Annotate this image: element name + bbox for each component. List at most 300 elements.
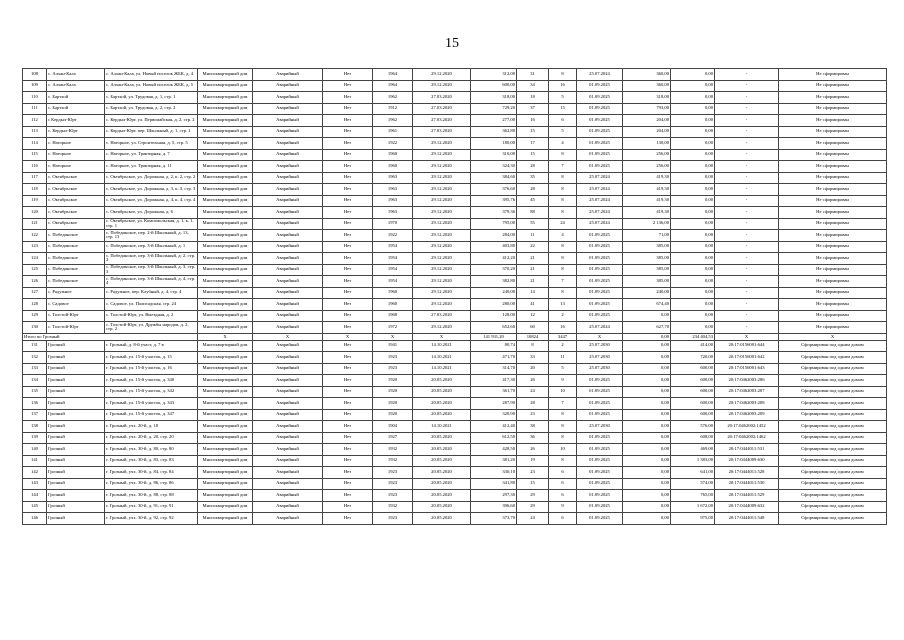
locality-cell: с. Радужное [47, 287, 105, 299]
area-cell: 403,80 [471, 241, 517, 253]
locality-cell: с. Октябрьское [47, 184, 105, 196]
area-cell: 297,30 [471, 490, 517, 502]
table-row [23, 80, 887, 92]
area-resettled-cell: 600,00 [671, 363, 715, 375]
residents-cell: 45 [517, 195, 549, 207]
total-cell: X [715, 333, 779, 340]
area-resettled-cell: 469,00 [671, 444, 715, 456]
table-row [23, 69, 887, 81]
area-resettled-cell: 0,00 [671, 299, 715, 311]
cadastral-number-cell: - [715, 69, 779, 81]
residents-cell: 38 [517, 421, 549, 433]
area-cell: 310,00 [471, 149, 517, 161]
included-flag-cell: Нет [323, 264, 373, 276]
land-plot-status-cell: Не сформирован [779, 161, 887, 173]
included-flag-cell: Нет [323, 352, 373, 364]
building-type-cell: Многоквартирный дом [198, 115, 253, 127]
condition-cell: Аварийный [253, 299, 323, 311]
cadastral-number-cell: - [715, 184, 779, 196]
area-to-resettle-cell: 0,00 [623, 467, 671, 479]
building-type-cell: Многоквартирный дом [198, 467, 253, 479]
land-plot-status-cell: Сформирован под одним домом [779, 375, 887, 387]
resettlement-date-cell: 25.07.2024 [577, 218, 623, 230]
row-number-cell: 111 [23, 103, 47, 115]
area-cell: 318,00 [471, 92, 517, 104]
table-row [23, 299, 887, 311]
build-year-cell: 1960 [373, 149, 413, 161]
building-type-cell: Многоквартирный дом [198, 432, 253, 444]
resettlement-date-cell: 25.07.2024 [577, 207, 623, 219]
land-plot-status-cell: Сформирован под одним домом [779, 490, 887, 502]
build-year-cell: 1932 [373, 501, 413, 513]
residents-cell: 15 [517, 478, 549, 490]
locality-cell: Грозный [47, 352, 105, 364]
area-cell: 612,50 [471, 432, 517, 444]
area-to-resettle-cell: 256,00 [623, 149, 671, 161]
area-cell: 320,90 [471, 409, 517, 421]
area-to-resettle-cell: 0,00 [623, 501, 671, 513]
resettlement-date-cell: 01.09.2025 [577, 276, 623, 288]
apartments-cell: 6 [549, 478, 577, 490]
area-to-resettle-cell: 419,30 [623, 184, 671, 196]
locality-cell: с. Побединское [47, 230, 105, 242]
total-cell: X [779, 333, 887, 340]
cadastral-number-cell: - [715, 126, 779, 138]
included-flag-cell: Нет [323, 149, 373, 161]
locality-cell: Грозный [47, 478, 105, 490]
included-flag-cell: Нет [323, 184, 373, 196]
area-cell: 471,70 [471, 352, 517, 364]
land-plot-status-cell: Сформирован под одним домом [779, 352, 887, 364]
area-resettled-cell: 600,00 [671, 409, 715, 421]
table-row [23, 363, 887, 375]
area-cell: 314,70 [471, 363, 517, 375]
apartments-cell: 6 [549, 115, 577, 127]
residents-cell: 15 [517, 126, 549, 138]
resettlement-date-cell: 25.07.2030 [577, 352, 623, 364]
area-to-resettle-cell: 0,00 [623, 455, 671, 467]
resettlement-date-cell: 01.09.2025 [577, 92, 623, 104]
area-to-resettle-cell: 360,00 [623, 69, 671, 81]
cadastral-number-cell: 20:17:0444011:530 [715, 478, 779, 490]
land-plot-status-cell: Сформирован под одним домом [779, 409, 887, 421]
apartments-cell: 16 [549, 80, 577, 92]
locality-cell: с. Садовое [47, 299, 105, 311]
table-row [23, 149, 887, 161]
row-number-cell: 134 [23, 375, 47, 387]
locality-cell: с. Наторное [47, 149, 105, 161]
land-plot-status-cell: Не сформирован [779, 241, 887, 253]
address-cell: с. Наторное, ул. Трактирная, д. 11 [105, 161, 198, 173]
row-number-cell: 131 [23, 340, 47, 352]
area-cell: 341,80 [471, 478, 517, 490]
decision-date-cell: 20.05.2020 [413, 386, 471, 398]
area-cell: 417,30 [471, 375, 517, 387]
table-row [23, 253, 887, 265]
condition-cell: Аварийный [253, 409, 323, 421]
build-year-cell: 1927 [373, 432, 413, 444]
row-number-cell: 138 [23, 421, 47, 433]
area-cell: 395,76 [471, 195, 517, 207]
building-type-cell: Многоквартирный дом [198, 375, 253, 387]
decision-date-cell: 29.12.2020 [413, 287, 471, 299]
area-resettled-cell: 0,00 [671, 161, 715, 173]
apartments-cell: 8 [549, 421, 577, 433]
area-cell: 379,36 [471, 207, 517, 219]
locality-cell: Грозный [47, 363, 105, 375]
locality-cell: Грозный [47, 467, 105, 479]
table-row [23, 115, 887, 127]
area-to-resettle-cell: 0,00 [623, 340, 671, 352]
decision-date-cell: 29.12.2020 [413, 138, 471, 150]
table-row [23, 340, 887, 352]
area-resettled-cell: 0,00 [671, 149, 715, 161]
residents-cell: 23 [517, 409, 549, 421]
address-cell: г. Грозный, учх. 30-й, д. 91, стр. 91 [105, 501, 198, 513]
apartments-cell: 24 [549, 218, 577, 230]
address-cell: с. Алхан-Кала, ул. Новый поселок ЖБК, д. 5 [105, 80, 198, 92]
apartments-cell: 8 [549, 69, 577, 81]
row-number-cell: 114 [23, 138, 47, 150]
area-resettled-cell: 576,00 [671, 421, 715, 433]
apartments-cell: 8 [549, 287, 577, 299]
residents-cell: 26 [517, 375, 549, 387]
decision-date-cell: 29.12.2020 [413, 299, 471, 311]
included-flag-cell: Нет [323, 501, 373, 513]
building-type-cell: Многоквартирный дом [198, 299, 253, 311]
decision-date-cell: 20.05.2020 [413, 398, 471, 410]
residents-cell: 24 [517, 386, 549, 398]
building-type-cell: Многоквартирный дом [198, 287, 253, 299]
area-to-resettle-cell: 71,00 [623, 230, 671, 242]
condition-cell: Аварийный [253, 287, 323, 299]
included-flag-cell: Нет [323, 409, 373, 421]
row-number-cell: 117 [23, 172, 47, 184]
land-plot-status-cell: Не сформирован [779, 184, 887, 196]
decision-date-cell: 29.12.2020 [413, 207, 471, 219]
locality-cell: с. Побединское [47, 241, 105, 253]
building-type-cell: Многоквартирный дом [198, 421, 253, 433]
table-row [23, 478, 887, 490]
locality-cell: Грозный [47, 444, 105, 456]
building-type-cell: Многоквартирный дом [198, 172, 253, 184]
residents-cell: 15 [517, 149, 549, 161]
address-cell: г. Грозный, учх. 20-й, д. 20, стр. 20 [105, 432, 198, 444]
building-type-cell: Многоквартирный дом [198, 398, 253, 410]
decision-date-cell: 27.03.2020 [413, 115, 471, 127]
address-cell: с. Побединское, пер. 3-й Школьный, д. 1 [105, 241, 198, 253]
total-cell: X [413, 333, 471, 340]
resettlement-date-cell: 01.09.2025 [577, 230, 623, 242]
locality-cell: Грозный [47, 490, 105, 502]
area-cell: 287,90 [471, 398, 517, 410]
address-cell: с. Октябрьское, ул. Дорожная, д. 2, к. 2, стр. 2 [105, 172, 198, 184]
decision-date-cell: 14.10.2021 [413, 421, 471, 433]
decision-date-cell: 29.12.2020 [413, 218, 471, 230]
condition-cell: Аварийный [253, 230, 323, 242]
area-cell: 373,70 [471, 513, 517, 525]
table-row [23, 398, 887, 410]
build-year-cell: 1960 [373, 287, 413, 299]
condition-cell: Аварийный [253, 421, 323, 433]
table-row [23, 352, 887, 364]
address-cell: с. Толстой-Юрт, ул. Выездная, д. 2 [105, 310, 198, 322]
table-row [23, 432, 887, 444]
build-year-cell: 1954 [373, 276, 413, 288]
condition-cell: Аварийный [253, 467, 323, 479]
area-to-resettle-cell: 385,00 [623, 253, 671, 265]
locality-cell: с Кердыл-Юрт [47, 115, 105, 127]
cadastral-number-cell: 20:17:0462002:1462 [715, 432, 779, 444]
address-cell: с. Садовое, ул. Палисадская, стр. 24 [105, 299, 198, 311]
table-row [23, 501, 887, 513]
resettlement-date-cell: 01.09.2025 [577, 115, 623, 127]
decision-date-cell: 29.12.2020 [413, 80, 471, 92]
locality-cell: с. Наторное [47, 161, 105, 173]
resettlement-date-cell: 01.09.2025 [577, 375, 623, 387]
cadastral-number-cell: - [715, 299, 779, 311]
building-type-cell: Многоквартирный дом [198, 501, 253, 513]
residents-cell: 31 [517, 69, 549, 81]
area-resettled-cell: 0,00 [671, 115, 715, 127]
building-type-cell: Многоквартирный дом [198, 126, 253, 138]
included-flag-cell: Нет [323, 207, 373, 219]
decision-date-cell: 27.03.2020 [413, 92, 471, 104]
locality-cell: Грозный [47, 398, 105, 410]
resettlement-date-cell: 01.09.2025 [577, 478, 623, 490]
area-cell: 330,10 [471, 467, 517, 479]
area-cell: 128,00 [471, 310, 517, 322]
cadastral-number-cell: 20:17:0444009:630 [715, 455, 779, 467]
decision-date-cell: 20.05.2020 [413, 375, 471, 387]
area-resettled-cell: 0,00 [671, 218, 715, 230]
decision-date-cell: 14.10.2021 [413, 352, 471, 364]
area-to-resettle-cell: 318,00 [623, 92, 671, 104]
apartments-cell: 16 [549, 322, 577, 334]
table-row [23, 444, 887, 456]
land-plot-status-cell: Сформирован под одним домом [779, 478, 887, 490]
cadastral-number-cell: - [715, 322, 779, 334]
apartments-cell: 8 [549, 409, 577, 421]
condition-cell: Аварийный [253, 478, 323, 490]
land-plot-status-cell: Не сформирован [779, 138, 887, 150]
land-plot-status-cell: Сформирован под одним домом [779, 386, 887, 398]
cadastral-number-cell: 20:17:0462003:208 [715, 398, 779, 410]
condition-cell: Аварийный [253, 375, 323, 387]
area-resettled-cell: 0,00 [671, 126, 715, 138]
apartments-cell: 8 [549, 264, 577, 276]
condition-cell: Аварийный [253, 241, 323, 253]
row-number-cell: 112 [23, 115, 47, 127]
row-number-cell: 120 [23, 207, 47, 219]
cadastral-number-cell: 20:17:0156001:642 [715, 352, 779, 364]
land-plot-status-cell: Сформирован под одним домом [779, 398, 887, 410]
apartments-cell: 13 [549, 299, 577, 311]
locality-cell: с. Алхан-Кала [47, 69, 105, 81]
area-to-resettle-cell: 0,00 [623, 310, 671, 322]
apartments-cell: 9 [549, 375, 577, 387]
area-resettled-cell: 0,00 [671, 322, 715, 334]
total-cell: X [253, 333, 323, 340]
building-type-cell: Многоквартирный дом [198, 230, 253, 242]
condition-cell: Аварийный [253, 264, 323, 276]
building-type-cell: Многоквартирный дом [198, 253, 253, 265]
address-cell: с. Побединское, пер. 3-й Школьный, д. 4, стр. 4 [105, 276, 198, 288]
address-cell: г. Грозный, учх. 30-й, д. 92, стр. 92 [105, 513, 198, 525]
residents-cell: 55 [517, 218, 549, 230]
address-cell: с. Кердыл-Юрт, пер. Школьный, д. 1, стр. 1 [105, 126, 198, 138]
locality-cell: Грозный [47, 455, 105, 467]
cadastral-number-cell: 20:17:0444011:531 [715, 444, 779, 456]
address-cell: с. Наторное, ул. Строительная, д. 5, стр. 5 [105, 138, 198, 150]
cadastral-number-cell: 20:17:0444009:632 [715, 501, 779, 513]
residents-cell: 22 [517, 241, 549, 253]
resettlement-date-cell: 01.09.2025 [577, 409, 623, 421]
cadastral-number-cell: - [715, 149, 779, 161]
decision-date-cell: 29.12.2020 [413, 149, 471, 161]
building-type-cell: Многоквартирный дом [198, 310, 253, 322]
resettlement-date-cell: 25.07.2030 [577, 363, 623, 375]
build-year-cell: 1960 [373, 161, 413, 173]
included-flag-cell: Нет [323, 92, 373, 104]
building-type-cell: Многоквартирный дом [198, 340, 253, 352]
area-resettled-cell: 975,00 [671, 513, 715, 525]
address-cell: с. Толстой-Юрт, ул. Дружбы народов, д. 2, стр. 2 [105, 322, 198, 334]
area-cell: 412,40 [471, 421, 517, 433]
land-plot-status-cell: Не сформирован [779, 80, 887, 92]
area-resettled-cell: 574,00 [671, 478, 715, 490]
cadastral-number-cell: 20:17:0156001:644 [715, 340, 779, 352]
residents-cell: 36 [517, 432, 549, 444]
area-cell: 312,00 [471, 69, 517, 81]
locality-cell: с. Октябрьское [47, 195, 105, 207]
apartments-cell: 7 [549, 398, 577, 410]
row-number-cell: 135 [23, 386, 47, 398]
residents-cell: 34 [517, 80, 549, 92]
locality-cell: с. Октябрьское [47, 172, 105, 184]
included-flag-cell: Нет [323, 161, 373, 173]
land-plot-status-cell: Сформирован под одним домом [779, 501, 887, 513]
included-flag-cell: Нет [323, 310, 373, 322]
area-cell: 370,20 [471, 264, 517, 276]
included-flag-cell: Нет [323, 80, 373, 92]
address-cell: г. Грозный, ул. 15-й участок, д. 340 [105, 375, 198, 387]
cadastral-number-cell: 20:17:0156001:643 [715, 363, 779, 375]
build-year-cell: 1923 [373, 363, 413, 375]
locality-cell: Грозный [47, 409, 105, 421]
row-number-cell: 123 [23, 241, 47, 253]
decision-date-cell: 14.10.2021 [413, 340, 471, 352]
building-type-cell: Многоквартирный дом [198, 241, 253, 253]
area-resettled-cell: 0,00 [671, 230, 715, 242]
condition-cell: Аварийный [253, 161, 323, 173]
residents-cell: 23 [517, 467, 549, 479]
condition-cell: Аварийный [253, 340, 323, 352]
resettlement-date-cell: 01.09.2025 [577, 398, 623, 410]
locality-cell: с. Побединское [47, 264, 105, 276]
row-number-cell: 136 [23, 398, 47, 410]
apartments-cell: 7 [549, 161, 577, 173]
row-number-cell: 141 [23, 455, 47, 467]
condition-cell: Аварийный [253, 386, 323, 398]
decision-date-cell: 20.05.2020 [413, 467, 471, 479]
residents-cell: 28 [517, 184, 549, 196]
building-type-cell: Многоквартирный дом [198, 363, 253, 375]
land-plot-status-cell: Не сформирован [779, 126, 887, 138]
condition-cell: Аварийный [253, 501, 323, 513]
cadastral-number-cell: - [715, 230, 779, 242]
area-to-resettle-cell: 240,00 [623, 287, 671, 299]
build-year-cell: 1954 [373, 241, 413, 253]
building-type-cell: Многоквартирный дом [198, 276, 253, 288]
cadastral-number-cell: 20:17:0444011:529 [715, 490, 779, 502]
resettlement-date-cell: 01.09.2025 [577, 490, 623, 502]
included-flag-cell: Нет [323, 490, 373, 502]
land-plot-status-cell: Не сформирован [779, 69, 887, 81]
apartments-cell: 9 [549, 501, 577, 513]
decision-date-cell: 29.12.2020 [413, 195, 471, 207]
decision-date-cell: 20.05.2020 [413, 513, 471, 525]
address-cell: г. Грозный, учх. 20-й, д. 18 [105, 421, 198, 433]
locality-cell: с. Алхан-Кала [47, 80, 105, 92]
residents-cell: 28 [517, 161, 549, 173]
condition-cell: Аварийный [253, 218, 323, 230]
building-type-cell: Многоквартирный дом [198, 161, 253, 173]
apartments-cell: 8 [549, 149, 577, 161]
row-number-cell: 126 [23, 276, 47, 288]
area-to-resettle-cell: 0,00 [623, 478, 671, 490]
build-year-cell: 1923 [373, 478, 413, 490]
total-cell: X [373, 333, 413, 340]
apartments-cell: 2 [549, 340, 577, 352]
cadastral-number-cell: - [715, 115, 779, 127]
decision-date-cell: 29.12.2020 [413, 184, 471, 196]
address-cell: г. Грозный, ул. 15-й участок, д. 347 [105, 409, 198, 421]
row-number-cell: 110 [23, 92, 47, 104]
cadastral-number-cell: - [715, 276, 779, 288]
area-resettled-cell: 608,00 [671, 432, 715, 444]
build-year-cell: 1954 [373, 264, 413, 276]
area-cell: 795,00 [471, 218, 517, 230]
resettlement-date-cell: 01.09.2025 [577, 161, 623, 173]
total-cell: X [323, 333, 373, 340]
resettlement-date-cell: 25.07.2024 [577, 69, 623, 81]
cadastral-number-cell: - [715, 92, 779, 104]
decision-date-cell: 29.12.2020 [413, 253, 471, 265]
residents-cell: 14 [517, 287, 549, 299]
included-flag-cell: Нет [323, 230, 373, 242]
locality-cell: с. Октябрьское [47, 218, 105, 230]
building-type-cell: Многоквартирный дом [198, 207, 253, 219]
table-row [23, 92, 887, 104]
resettlement-date-cell: 25.07.2024 [577, 322, 623, 334]
building-type-cell: Многоквартирный дом [198, 218, 253, 230]
row-number-cell: 128 [23, 299, 47, 311]
residents-cell: 20 [517, 363, 549, 375]
area-resettled-cell: 0,00 [671, 184, 715, 196]
area-to-resettle-cell: 0,00 [623, 409, 671, 421]
area-resettled-cell: 414,00 [671, 340, 715, 352]
address-cell: г. Грозный, учх. 30-й, д. 86, стр. 86 [105, 478, 198, 490]
decision-date-cell: 20.05.2020 [413, 409, 471, 421]
row-number-cell: 130 [23, 322, 47, 334]
area-to-resettle-cell: 0,00 [623, 352, 671, 364]
included-flag-cell: Нет [323, 432, 373, 444]
decision-date-cell: 27.03.2020 [413, 126, 471, 138]
area-resettled-cell: 0,00 [671, 80, 715, 92]
locality-cell: Грозный [47, 375, 105, 387]
address-cell: г. Грозный, д. 8-й участ, д. 7 в [105, 340, 198, 352]
